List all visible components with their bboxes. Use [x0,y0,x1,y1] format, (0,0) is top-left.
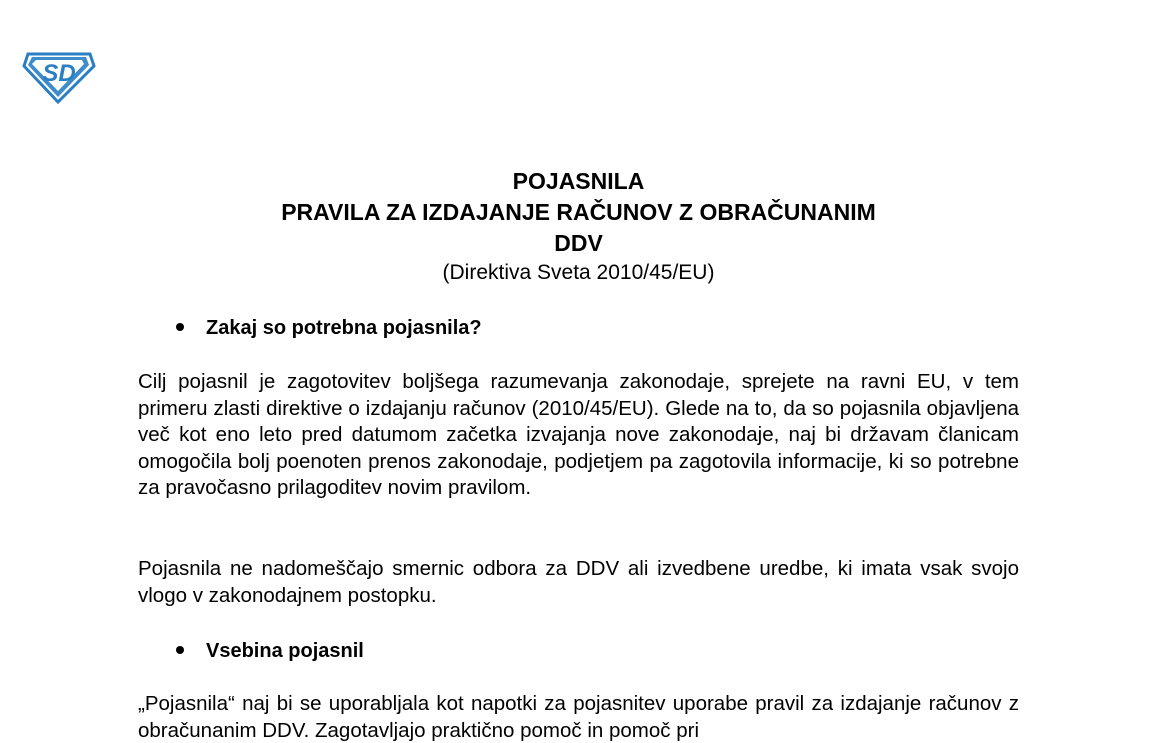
bullet-dot-icon [176,323,184,331]
section-heading-content [170,638,364,664]
section-heading-text: Zakaj so potrebna pojasnila? [206,317,482,339]
bullet-dot-icon [176,646,184,654]
document-title-line-2: PRAVILA ZA IZDAJANJE RAČUNOV Z OBRAČUNANIM [281,199,876,225]
paragraph-goal: Cilj pojasnil je zagotovitev boljšega razumevanja zakonodaje, sprejete na ravni EU, v tem primeru zlasti direktive o izdajanju računov (2010/45/EU). Glede na to, da so pojasnila objavljena več kot eno leto pred datumom začetka izvajanja nove zakonodaje, naj bi državam članicam omogočila bolj poenoten prenos zakonodaje, podjetjem pa zagotovila informacije, ki so potrebne za pravočasno prilagoditev novim pravilom. [138,370,1019,500]
document-title-line-3: DDV [554,230,603,256]
document-subtitle: (Direktiva Sveta 2010/45/EU) [442,261,715,284]
document-title-line-1: POJASNILA [512,168,645,194]
section-heading-why [170,315,482,341]
logo-letters: SD [42,60,76,87]
document-title-block [0,166,1157,287]
paragraph-guidelines: Pojasnila ne nadomeščajo smernic odbora za DDV ali izvedbene uredbe, ki imata vsak svojo vlogo v zakonodajnem postopku. [138,557,1019,607]
section-heading-text: Vsebina pojasnil [206,640,364,662]
paragraph-explanations: „Pojasnila“ naj bi se uporabljala kot napotki za pojasnitev uporabe pravil za izdajanje računov z obračunanim DDV. Zagotavljajo praktično pomoč in pomoč pri [138,692,1019,742]
sd-diamond-logo-icon [22,48,96,104]
